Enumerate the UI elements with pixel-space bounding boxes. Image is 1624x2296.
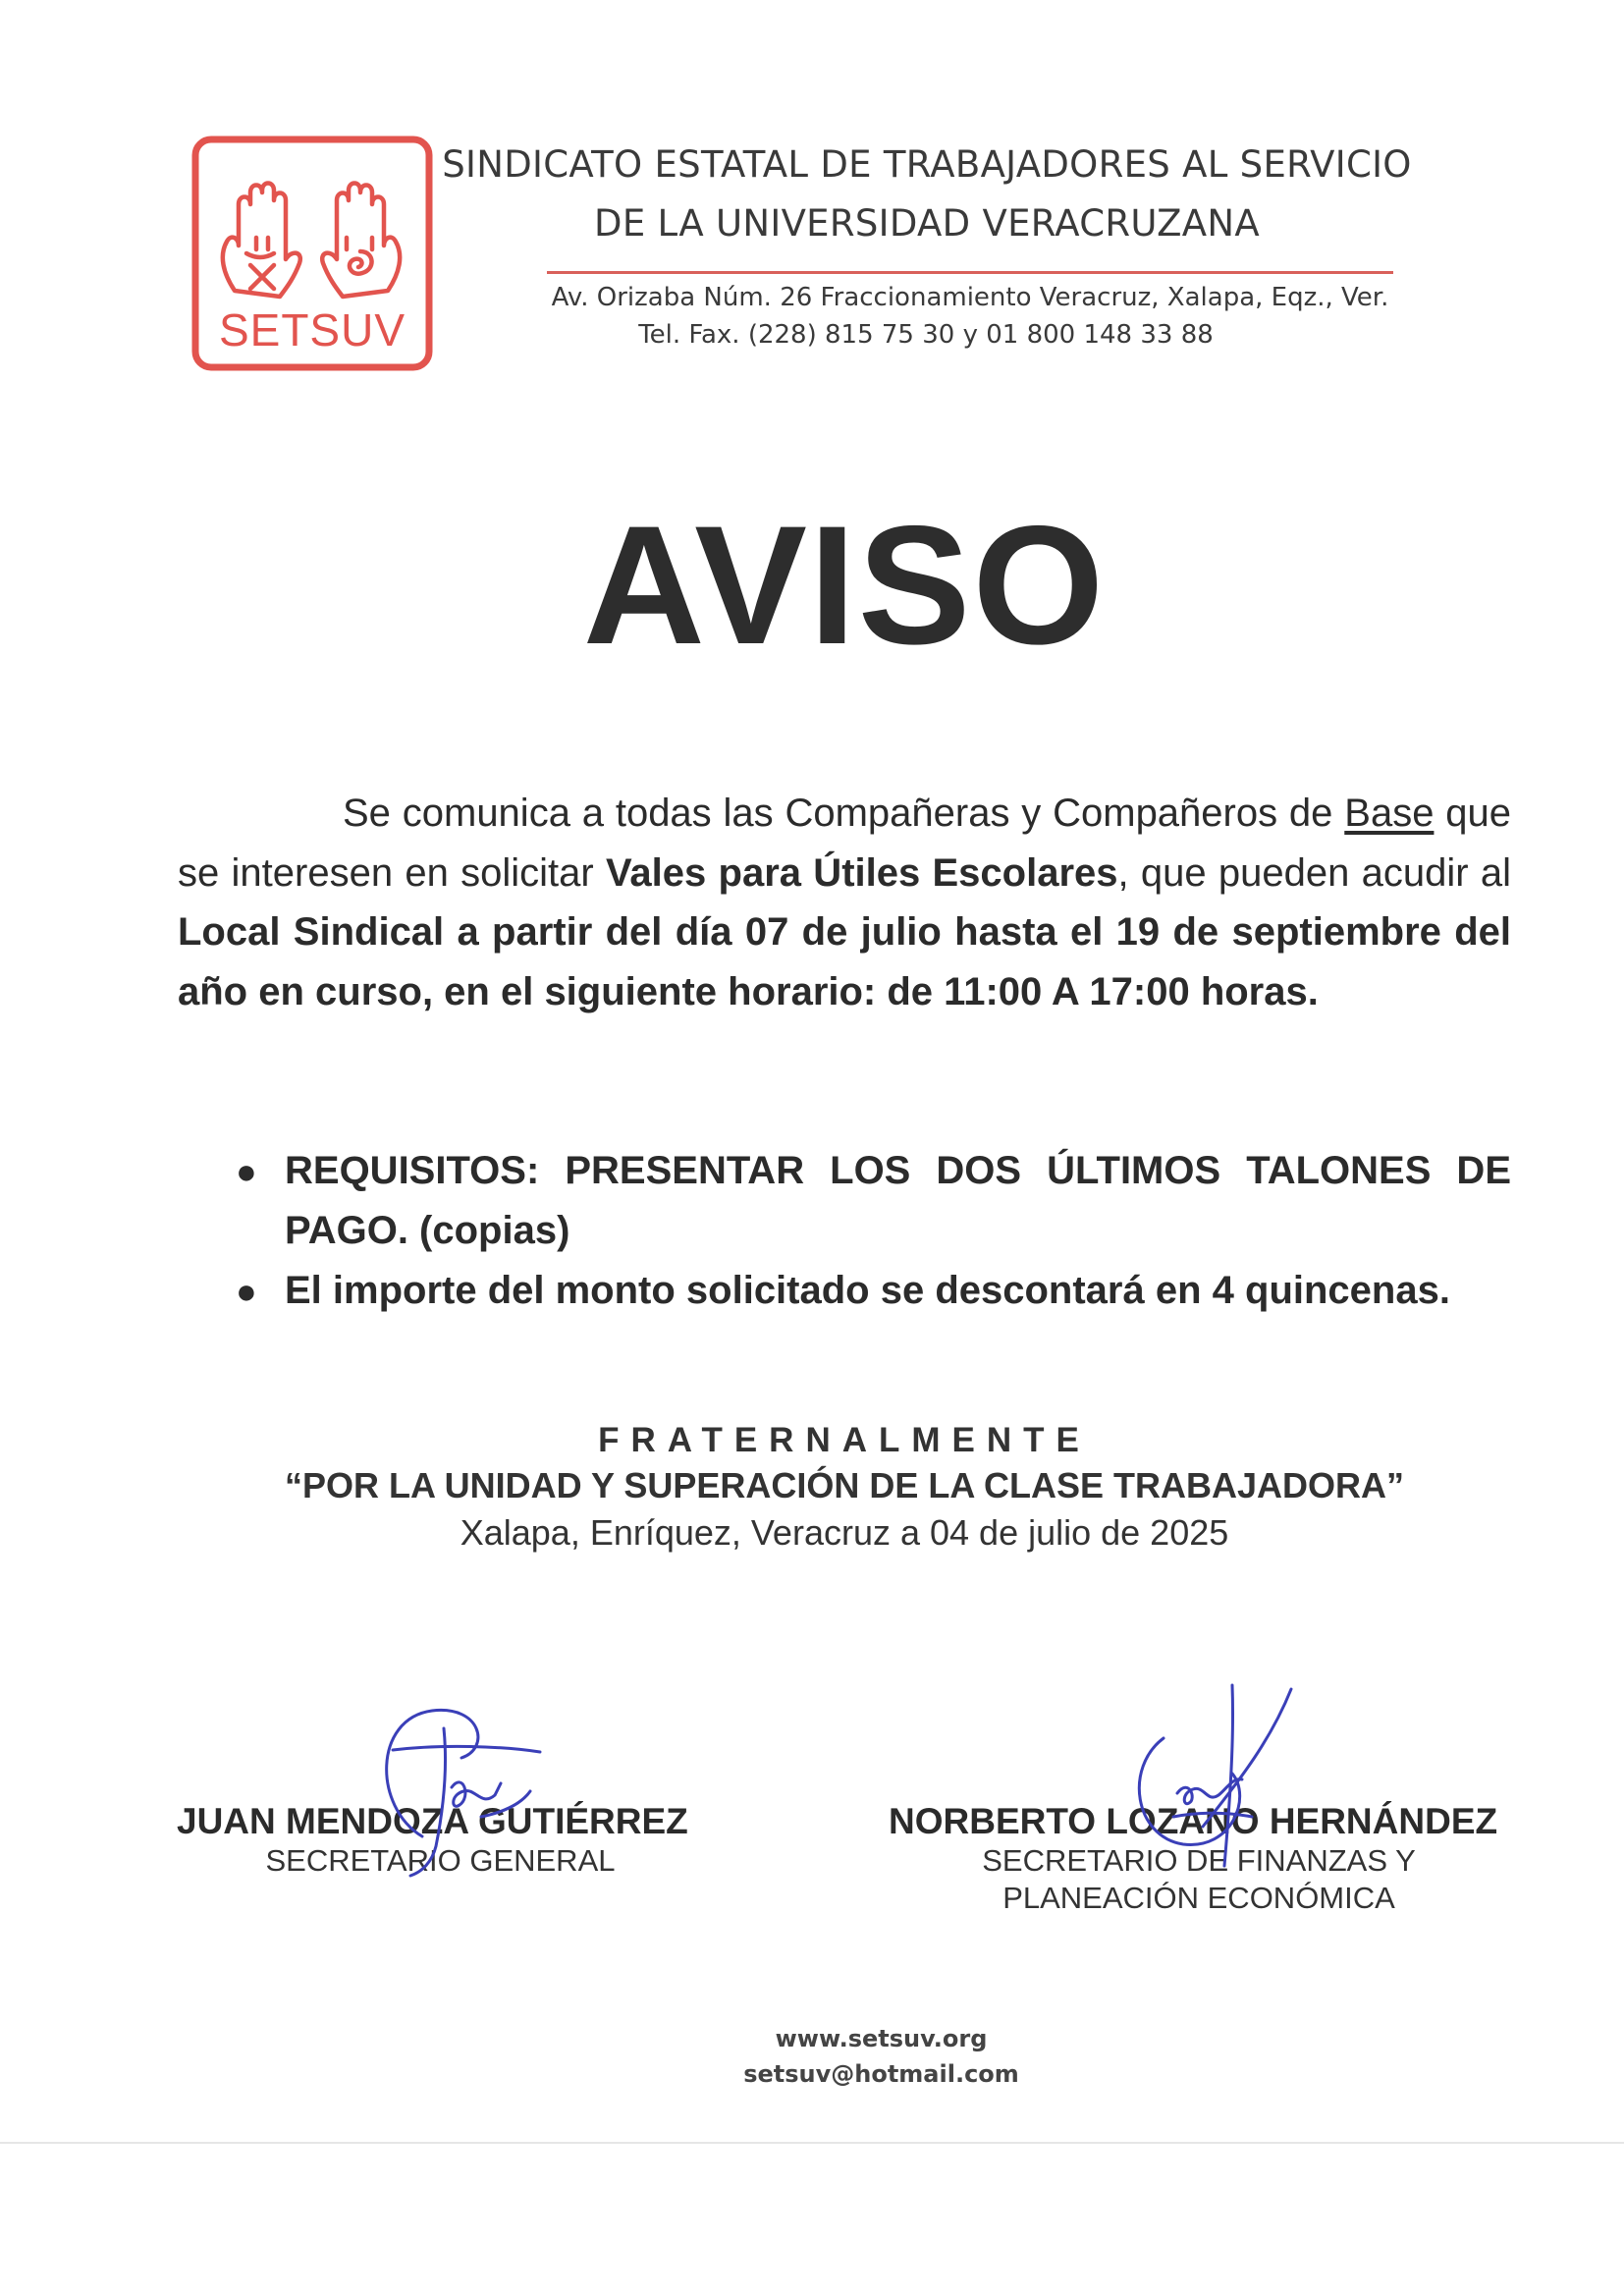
letterhead-divider — [547, 271, 1393, 274]
list-item — [236, 1141, 1511, 1261]
svg-text:SETSUV: SETSUV — [218, 304, 406, 355]
body-underlined: Base — [1344, 792, 1435, 835]
org-name-line-2: DE LA UNIVERSIDAD VERACRUZANA — [594, 202, 1260, 245]
place-date: Xalapa, Enríquez, Veracruz a 04 de julio de 2025 — [460, 1512, 1229, 1553]
signature-2-scribble — [1095, 1679, 1321, 1876]
closing-fraternalmente: FRATERNALMENTE — [598, 1421, 1091, 1459]
body-text-3: , que pueden acudir al — [1117, 850, 1512, 895]
closing-motto: “POR LA UNIDAD Y SUPERACIÓN DE LA CLASE TRABAJADORA” — [284, 1465, 1405, 1505]
body-text-2: que se interesen en solicitar — [178, 792, 1511, 895]
phone-fax: Tel. Fax. (228) 815 75 30 y 01 800 148 33 88 — [638, 320, 1214, 350]
setsuv-logo — [191, 136, 433, 371]
notice-paragraph — [178, 784, 1511, 1021]
signatory-1-name: JUAN MENDOZA GUTIÉRREZ — [177, 1801, 688, 1841]
requirements-list — [236, 1141, 1511, 1321]
bullet-icon: ● — [236, 1151, 257, 1191]
signatory-2-role-line-2: PLANEACIÓN ECONÓMICA — [1002, 1881, 1395, 1915]
body-bold-2: Local Sindical a partir del día 07 de julio hasta el 19 de septiembre del año en curso, en el siguiente horario: de 11:00 A 17:00 horas. — [178, 910, 1511, 1013]
list-item — [236, 1261, 1511, 1321]
requirement-text: REQUISITOS: PRESENTAR LOS DOS ÚLTIMOS TALONES DE PAGO. (copias) — [285, 1149, 1511, 1252]
signatory-2-name: NORBERTO LOZANO HERNÁNDEZ — [889, 1801, 1498, 1841]
page-title: AVISO — [582, 491, 1107, 680]
org-name-line-1: SINDICATO ESTATAL DE TRABAJADORES AL SERVICIO — [442, 143, 1412, 186]
signatory-1-role-line-1: SECRETARIO GENERAL — [265, 1843, 616, 1878]
signatory-2-role-line-1: SECRETARIO DE FINANZAS Y — [982, 1843, 1416, 1878]
scan-edge-line — [0, 2142, 1624, 2144]
body-bold-1: Vales para Útiles Escolares — [605, 850, 1118, 895]
body-text-1: Se comunica a todas las Compañeras y Compañeros de — [343, 792, 1345, 835]
address: Av. Orizaba Núm. 26 Fraccionamiento Veracruz, Xalapa, Eqz., Ver. — [551, 283, 1389, 312]
footer-website: www.setsuv.org — [775, 2025, 988, 2052]
signature-1-scribble — [353, 1689, 579, 1886]
footer-email: setsuv@hotmail.com — [743, 2060, 1019, 2088]
requirement-text: El importe del monto solicitado se descontará en 4 quincenas. — [285, 1269, 1450, 1312]
hands-logo-icon — [191, 136, 433, 371]
bullet-icon: ● — [236, 1271, 257, 1311]
